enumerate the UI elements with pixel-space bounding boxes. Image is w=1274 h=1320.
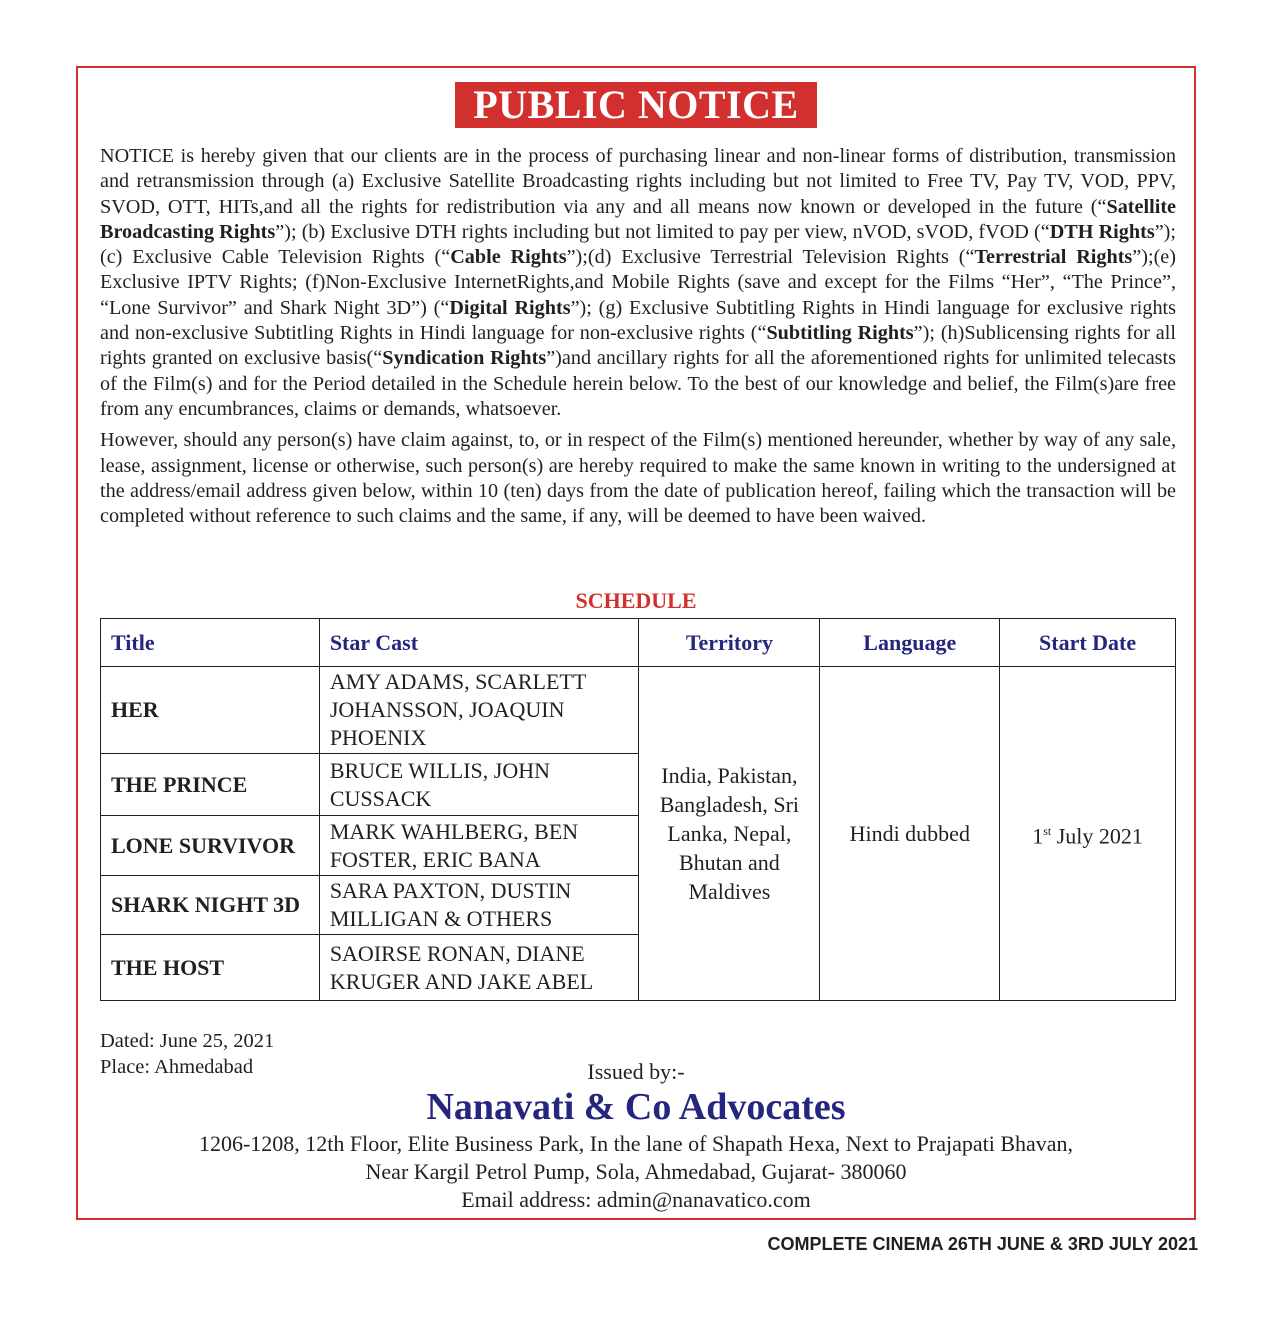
address-line-1: 1206-1208, 12th Floor, Elite Business Park, In the lane of Shapath Hexa, Next to Prajapati Bhavan, <box>198 1131 1074 1156</box>
bold-term: Syndication Rights <box>382 347 547 370</box>
schedule-heading: SCHEDULE <box>575 588 697 613</box>
notice-text: ”); (g) Exclusive Subtitling Rights in Hindi language for exclusive rights and non-exclusive Subtitling Rights in Hindi language for non-exclusive rights (“ <box>100 296 1176 345</box>
start-month-year: July 2021 <box>1051 823 1143 849</box>
header-title: Title <box>101 619 320 667</box>
table-header-row <box>101 619 1176 667</box>
film-title: THE HOST <box>101 935 320 1001</box>
film-cast: SAOIRSE RONAN, DIANE KRUGER AND JAKE ABEL <box>319 935 639 1001</box>
publication-footer: COMPLETE CINEMA 26TH JUNE & 3RD JULY 2021 <box>767 1234 1198 1254</box>
notice-frame <box>76 66 1196 1220</box>
film-cast: SARA PAXTON, DUSTIN MILLIGAN & OTHERS <box>319 876 639 935</box>
email-line: Email address: admin@nanavatico.com <box>461 1187 811 1212</box>
film-title: HER <box>101 667 320 754</box>
table-row <box>101 667 1176 754</box>
schedule-table <box>100 618 1176 1001</box>
notice-text: ”);(d) Exclusive Terrestrial Television Rights (“ <box>566 246 975 269</box>
bold-term: Digital Rights <box>449 296 571 319</box>
notice-text: NOTICE is hereby given that our clients are in the process of purchasing linear and non-linear forms of distribution, transmission and retransmission through (a) Exclusive Satellite Broadcasting rights including but not limited to Free TV, Pay TV, VOD, PPV, SVOD, OTT, HITs,and all the rights for redistribution via any and all means now known or developed in the future (“ <box>100 145 1176 218</box>
film-cast: BRUCE WILLIS, JOHN CUSSACK <box>319 754 639 816</box>
film-cast: AMY ADAMS, SCARLETT JOHANSSON, JOAQUIN PHOENIX <box>319 667 639 754</box>
film-title: SHARK NIGHT 3D <box>101 876 320 935</box>
bold-term: Subtitling Rights <box>766 322 914 345</box>
header-start-date: Start Date <box>1000 619 1176 667</box>
territory-cell: India, Pakistan, Bangladesh, Sri Lanka, Nepal, Bhutan and Maldives <box>639 667 820 1001</box>
notice-text: ”); (c) Exclusive Cable Television Rights (“ <box>100 220 1176 269</box>
issued-by: Issued by:- <box>587 1059 685 1084</box>
notice-text: ”)and ancillary rights for all the aforementioned rights for unlimited telecasts of the Film(s) and for the Period detailed in the Schedule herein below. To the best of our knowledge and belief, the Film(s)are free from any encumbrances, claims or demands, whatsoever. <box>100 347 1176 420</box>
notice-text: ”);(e) Exclusive IPTV Rights; (f)Non-Exclusive InternetRights,and Mobile Rights (save and except for the Films “Her”, “The Prince”, “Lone Survivor” and Shark Night 3D”) (“ <box>100 246 1176 319</box>
notice-paragraph-1 <box>100 144 1176 422</box>
start-day: 1 <box>1032 823 1044 849</box>
firm-name: Nanavati & Co Advocates <box>426 1086 846 1128</box>
dated-line: Dated: June 25, 2021 <box>100 1030 275 1052</box>
notice-title: PUBLIC NOTICE <box>455 82 816 128</box>
header-territory: Territory <box>639 619 820 667</box>
notice-text: ”); (b) Exclusive DTH rights including but not limited to pay per view, nVOD, sVOD, fVOD (“ <box>275 220 1050 243</box>
place-line: Place: Ahmedabad <box>100 1056 254 1078</box>
film-title: THE PRINCE <box>101 754 320 816</box>
bold-term: Satellite Broadcasting Rights <box>100 195 1176 243</box>
language-cell: Hindi dubbed <box>820 667 1000 1001</box>
bold-term: DTH Rights <box>1049 220 1155 243</box>
bold-term: Terrestrial Rights <box>974 246 1133 269</box>
firm-address <box>78 1130 1194 1214</box>
notice-text: ”); (h)Sublicensing rights for all rights granted on exclusive basis(“ <box>100 322 1176 370</box>
header-language: Language <box>820 619 1000 667</box>
bold-term: Cable Rights <box>450 246 567 269</box>
notice-paragraph-2: However, should any person(s) have claim against, to, or in respect of the Film(s) mentioned hereunder, whether by way of any sale, lease, assignment, license or otherwise, such person(s) are hereby required to make the same known in writing to the undersigned at the address/email address given below, within 10 (ten) days from the date of publication hereof, failing which the transaction will be completed without reference to such claims and the same, if any, will be deemed to have been waived. <box>100 429 1176 528</box>
notice-body <box>100 144 1176 529</box>
start-date-cell <box>1000 667 1176 1001</box>
header-star-cast: Star Cast <box>319 619 639 667</box>
film-title: LONE SURVIVOR <box>101 816 320 876</box>
address-line-2: Near Kargil Petrol Pump, Sola, Ahmedabad, Gujarat- 380060 <box>365 1159 907 1184</box>
film-cast: MARK WAHLBERG, BEN FOSTER, ERIC BANA <box>319 816 639 876</box>
start-day-suffix: st <box>1043 823 1052 838</box>
